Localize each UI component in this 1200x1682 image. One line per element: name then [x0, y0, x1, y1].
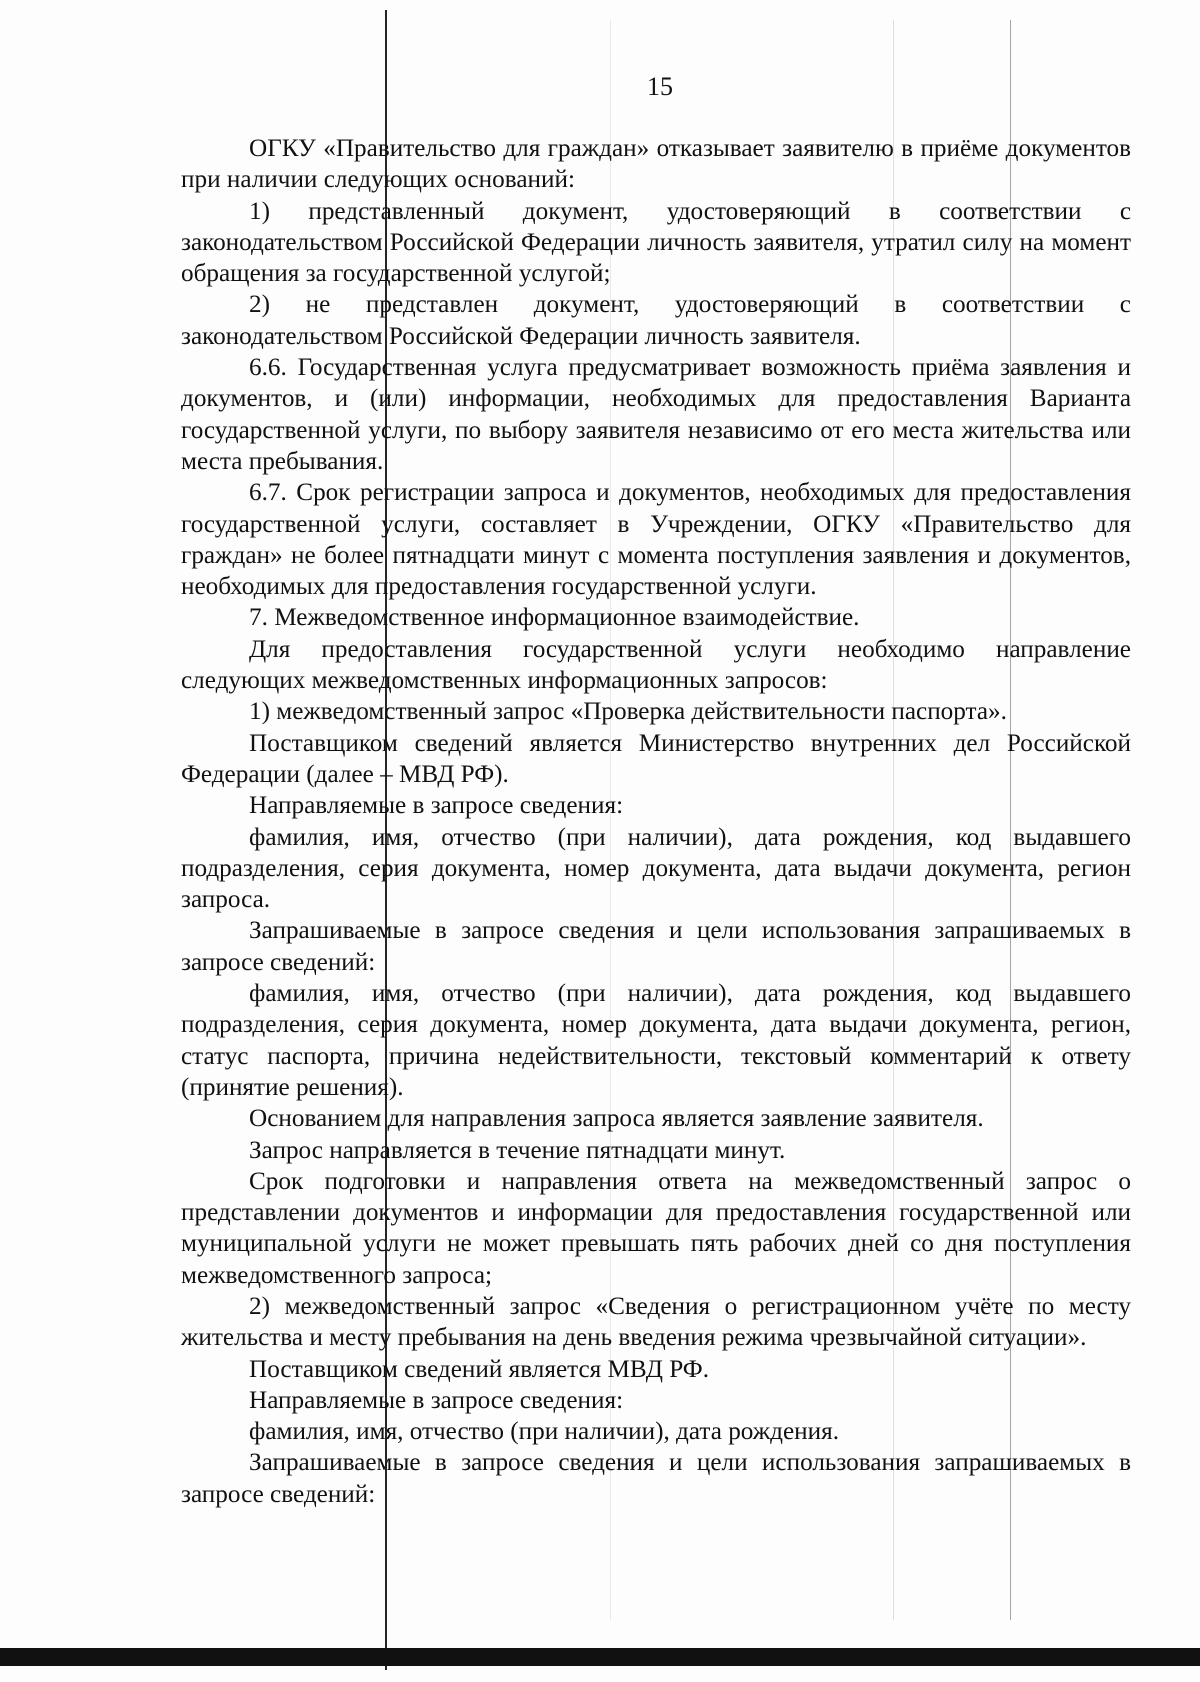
- paragraph: Запрос направляется в течение пятнадцати минут.: [249, 1136, 786, 1164]
- paragraph: 2) межведомственный запрос «Сведения о регистрационном учёте по месту жительства и месту пребывания на день введения режима чрезвычайной ситуации».: [181, 1292, 1131, 1352]
- document-body: [181, 133, 1131, 1510]
- paragraph: Направляемые в запросе сведения:: [249, 1386, 624, 1414]
- paragraph: фамилия, имя, отчество (при наличии), дата рождения.: [249, 1418, 839, 1446]
- paragraph: 1) представленный документ, удостоверяющий в соответствии с законодательством Российской Федерации личность заявителя, утратил силу на момент обращения за государственной услугой;: [181, 197, 1131, 288]
- paragraph: Запрашиваемые в запросе сведения и цели использования запрашиваемых в запросе сведений:: [181, 917, 1131, 976]
- paragraph: Запрашиваемые в запросе сведения и цели использования запрашиваемых в запросе сведений:: [181, 1449, 1131, 1508]
- page-number: 15: [647, 72, 673, 101]
- paragraph: 1) межведомственный запрос «Проверка действительности паспорта».: [249, 698, 1007, 726]
- paragraph: Для предоставления государственной услуги необходимо направление следующих межведомственных информационных запросов:: [181, 635, 1131, 695]
- paragraph: Поставщиком сведений является МВД РФ.: [249, 1355, 710, 1383]
- paragraph: фамилия, имя, отчество (при наличии), дата рождения, код выдавшего подразделения, серия документа, номер документа, дата выдачи документа, регион, статус паспорта, причина недействительности, текстовый комментарий к ответу (принятие решения).: [181, 980, 1131, 1101]
- paragraph: Поставщиком сведений является Министерство внутренних дел Российской Федерации (далее – МВД РФ).: [181, 729, 1131, 788]
- paragraph: 6.7. Срок регистрации запроса и документов, необходимых для предоставления государственной услуги, составляет в Учреждении, ОГКУ «Правительство для граждан» не более пятнадцати минут с момента поступления заявления и документов, необходимых для предоставления государственной услуги.: [181, 479, 1131, 601]
- paragraph: 6.6. Государственная услуга предусматривает возможность приёма заявления и документов, и (или) информации, необходимых для предоставления Варианта государственной услуги, по выбору заявителя независимо от его места жительства или места пребывания.: [181, 354, 1131, 475]
- paragraph: Основанием для направления запроса является заявление заявителя.: [249, 1105, 984, 1133]
- paragraph: ОГКУ «Правительство для граждан» отказывает заявителю в приёме документов при наличии следующих оснований:: [181, 135, 1131, 194]
- paragraph: 7. Межведомственное информационное взаимодействие.: [249, 604, 860, 632]
- scan-bottom-edge: [0, 1648, 1200, 1666]
- paragraph: Срок подготовки и направления ответа на межведомственный запрос о представлении документов и информации для предоставления государственной или муниципальной услуги не может превышать пять рабочих дней со дня поступления межведомственного запроса;: [181, 1167, 1131, 1289]
- paragraph: фамилия, имя, отчество (при наличии), дата рождения, код выдавшего подразделения, серия документа, номер документа, дата выдачи документа, регион запроса.: [181, 823, 1131, 914]
- paragraph: 2) не представлен документ, удостоверяющий в соответствии с законодательством Российской Федерации личность заявителя.: [181, 291, 1131, 350]
- paragraph: Направляемые в запросе сведения:: [249, 792, 624, 820]
